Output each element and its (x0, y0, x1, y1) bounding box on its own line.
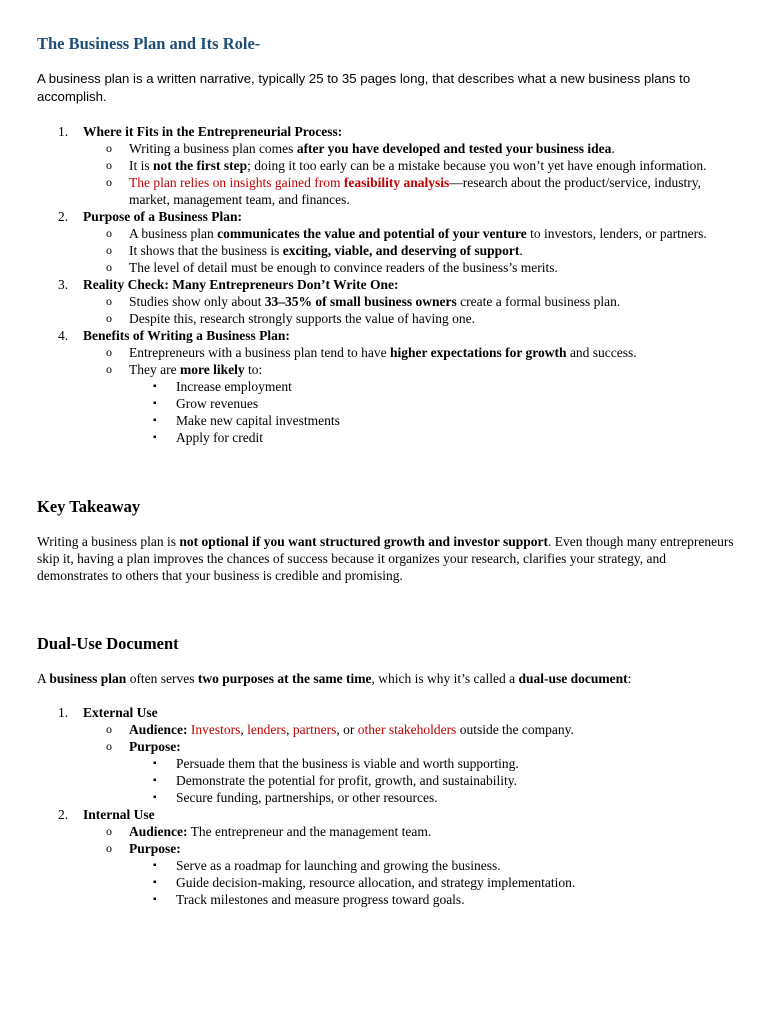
list-subbullet: ▪ Track milestones and measure progress toward goals. (153, 892, 465, 907)
list-subbullet: ▪ Serve as a roadmap for launching and growing the business. (153, 858, 501, 873)
list-subbullet: ▪ Persuade them that the business is viable and worth supporting. (153, 756, 519, 771)
list-bullet: o Entrepreneurs with a business plan tend to have higher expectations for growth and success. (106, 345, 637, 360)
list-item: 1. Where it Fits in the Entrepreneurial Process: (58, 124, 343, 139)
square-bullet-icon: ▪ (153, 877, 157, 888)
list-bullet: o Writing a business plan comes after you have developed and tested your business idea. (106, 141, 615, 156)
square-bullet-icon: ▪ (153, 792, 157, 803)
list-bullet: o The level of detail must be enough to convince readers of the business’s merits. (106, 260, 558, 275)
list-item: 2. Purpose of a Business Plan: (58, 209, 243, 224)
circle-bullet-icon: o (106, 243, 112, 257)
list-bullet: o Audience: Investors, lenders, partners, or other stakeholders outside the company. (106, 722, 574, 737)
list-bullet: o Audience: The entrepreneur and the management team. (106, 824, 432, 839)
list-subbullet: ▪ Demonstrate the potential for profit, growth, and sustainability. (153, 773, 518, 788)
list-bullet: o Purpose: (106, 841, 181, 856)
list-heading: Reality Check: Many Entrepreneurs Don’t Write One: (83, 277, 399, 292)
list-subbullet: ▪ Increase employment (153, 379, 292, 394)
circle-bullet-icon: o (106, 226, 112, 240)
list-item: 3. Reality Check: Many Entrepreneurs Don’t Write One: (58, 277, 399, 292)
circle-bullet-icon: o (106, 722, 112, 736)
square-bullet-icon: ▪ (153, 758, 157, 769)
list-item: 1. External Use (58, 705, 158, 720)
role-list (37, 123, 737, 446)
list-bullet: o It shows that the business is exciting, viable, and deserving of support. (106, 243, 523, 258)
dual-use-heading: Dual-Use Document (37, 634, 179, 653)
circle-bullet-icon: o (106, 175, 112, 189)
list-bullet: o A business plan communicates the value and potential of your venture to investors, lenders, or partners. (106, 226, 707, 241)
list-heading: Internal Use (83, 807, 155, 822)
list-heading: External Use (83, 705, 158, 720)
list-bullet: o It is not the first step; doing it too early can be a mistake because you won’t yet have enough information. (106, 158, 707, 173)
list-heading: Benefits of Writing a Business Plan: (83, 328, 290, 343)
list-bullet: o Despite this, research strongly supports the value of having one. (106, 311, 476, 326)
circle-bullet-icon: o (106, 345, 112, 359)
square-bullet-icon: ▪ (153, 775, 157, 786)
list-item: 2. Internal Use (58, 807, 155, 822)
key-takeaway-paragraph: Writing a business plan is not optional if you want structured growth and investor support. Even though many entrepreneurs skip it, having a plan improves the chances of success because it organizes your research, clarifies your strategy, and demonstrates to others that your business is credible and promising. (37, 534, 734, 583)
list-bullet: o Purpose: (106, 739, 181, 754)
page-title: The Business Plan and Its Role- (37, 34, 261, 53)
circle-bullet-icon: o (106, 260, 112, 274)
intro-paragraph: A business plan is a written narrative, typically 25 to 35 pages long, that describes what a new business plans to accomplish. (37, 71, 691, 104)
square-bullet-icon: ▪ (153, 432, 157, 443)
circle-bullet-icon: o (106, 739, 112, 753)
square-bullet-icon: ▪ (153, 398, 157, 409)
circle-bullet-icon: o (106, 141, 112, 155)
key-takeaway-heading: Key Takeaway (37, 497, 141, 516)
circle-bullet-icon: o (106, 294, 112, 308)
list-subbullet: ▪ Grow revenues (153, 396, 259, 411)
list-heading: Where it Fits in the Entrepreneurial Process: (83, 124, 343, 139)
circle-bullet-icon: o (106, 158, 112, 172)
circle-bullet-icon: o (106, 311, 112, 325)
list-subbullet: ▪ Make new capital investments (153, 413, 340, 428)
square-bullet-icon: ▪ (153, 894, 157, 905)
list-item: 4. Benefits of Writing a Business Plan: (58, 328, 290, 343)
square-bullet-icon: ▪ (153, 860, 157, 871)
circle-bullet-icon: o (106, 824, 112, 838)
square-bullet-icon: ▪ (153, 415, 157, 426)
list-heading: Purpose of a Business Plan: (83, 209, 243, 224)
square-bullet-icon: ▪ (153, 381, 157, 392)
list-subbullet: ▪ Guide decision-making, resource allocation, and strategy implementation. (153, 875, 576, 890)
circle-bullet-icon: o (106, 841, 112, 855)
circle-bullet-icon: o (106, 362, 112, 376)
dual-use-list (37, 704, 737, 908)
list-subbullet: ▪ Secure funding, partnerships, or other resources. (153, 790, 438, 805)
list-subbullet: ▪ Apply for credit (153, 430, 263, 445)
list-bullet: o They are more likely to: (106, 362, 263, 377)
list-bullet: o The plan relies on insights gained from feasibility analysis—research about the product/service, industry, market, management team, and finances. (106, 175, 702, 207)
list-bullet: o Studies show only about 33–35% of small business owners create a formal business plan. (106, 294, 621, 309)
dual-use-intro: A business plan often serves two purposes at the same time, which is why it’s called a dual-use document: (37, 671, 632, 686)
